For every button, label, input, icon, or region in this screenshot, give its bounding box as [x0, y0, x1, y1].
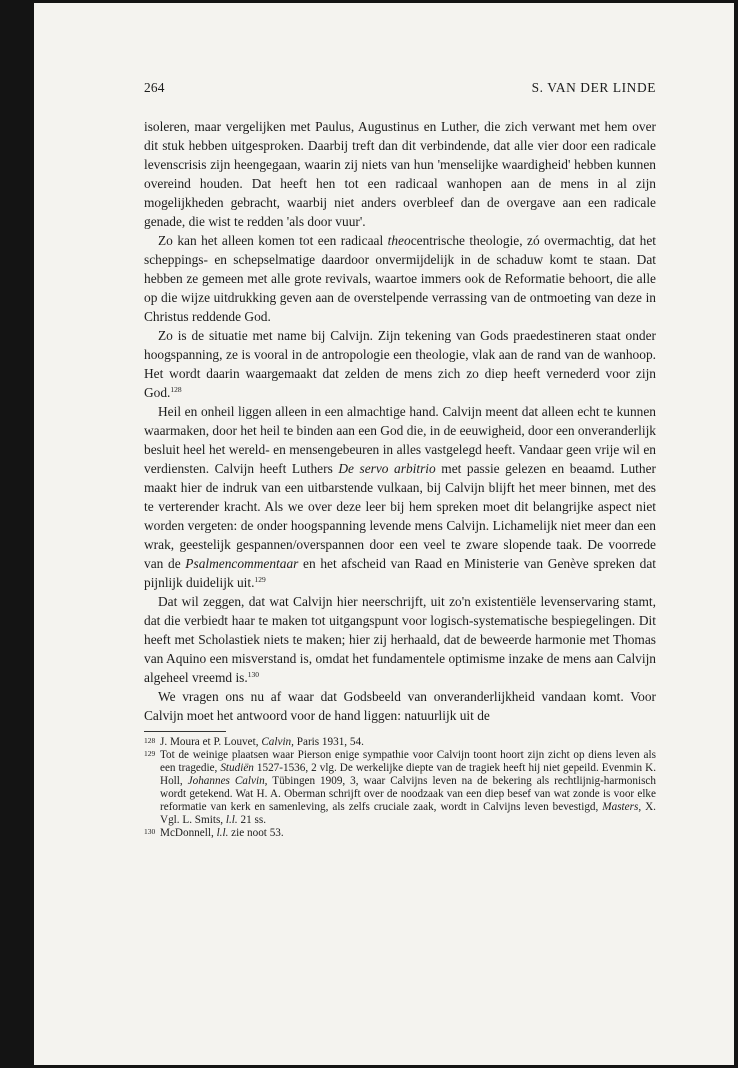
footnote-separator	[144, 731, 226, 732]
footnotes	[144, 736, 656, 840]
paragraph: We vragen ons nu af waar dat Godsbeeld van onveranderlijkheid vandaan komt. Voor Calvijn moet het antwoord voor de hand liggen: natuurlijk uit de	[144, 689, 656, 723]
footnote-text: J. Moura et P. Louvet, Calvin, Paris 1931, 54.	[160, 736, 364, 748]
footnote-marker: 129	[254, 575, 266, 584]
footnote-number: 129	[144, 749, 156, 758]
footnote-text: Tot de weinige plaatsen waar Pierson enige sympathie voor Calvijn toont hoort zijn zicht op diens leven als een tragedie, Studiën 1527-1536, 2 vlg. De werkelijke diepte van de tragiek heeft hij niet gepeild. Evenmin K. Holl, Johannes Calvin, Tübingen 1909, 3, waar Calvijns leven na de bekering als rechtlijnig-harmonisch wordt getekend. Wat H. A. Oberman schrijft over de noodzaak van een diep besef van wat zonde is voor elke reformatie van kerk en samenleving, als zelfs cruciale zaak, wordt in Calvijns leven bevestigd, Masters, X. Vgl. L. Smits, l.l. 21 ss.	[160, 749, 656, 826]
footnote	[144, 736, 656, 749]
footnote-number: 128	[144, 736, 156, 745]
running-header	[144, 78, 656, 97]
paragraph: Zo is de situatie met name bij Calvijn. Zijn tekening van Gods praedestineren staat onder hoogspanning, ze is vooral in de antropologie een theologie, vlak aan de rand van de wanhoop. Het wordt daarin waargemaakt dat zelden de mens zich zo diep heeft vernederd voor zijn God.$^{128}$	[144, 328, 656, 400]
paragraph: Dat wil zeggen, dat wat Calvijn hier neerschrijft, uit zo'n existentiële levenservaring stamt, dat die verbiedt haar te maken tot uitgangspunt voor logisch-systematische bespiegelingen. Dit heeft met Scholastiek niets te maken; hier zij herhaald, dat de beweerde harmonie met Thomas van Aquino een misverstand is, omdat het fundamentele optimisme inzake de mens aan Calvijn algeheel vreemd is.$^{130}$	[144, 594, 656, 685]
footnote	[144, 827, 656, 840]
footnote-text: McDonnell, l.l. zie noot 53.	[160, 827, 284, 839]
page-number: 264	[144, 80, 165, 95]
paragraph: Heil en onheil liggen alleen in een almachtige hand. Calvijn meent dat alleen echt te kunnen waarmaken, door het heil te binden aan een God die, in de eeuwigheid, door een onveranderlijk besluit heel het wereld- en mensengebeuren in alles vastgelegd heeft. Vandaar geen vrije wil en verdiensten. Calvijn heeft Luthers De servo arbitrio met passie gelezen en beaamd. Luther maakt hier de indruk van een uitbarstende vulkaan, bij Calvijn blijft het meer binnen, met des te verterender kracht. Als we over deze leer bij hem spreken moet dit belangrijke aspect niet worden vergeten: de onder hoogspanning levende mens Calvijn. Lichamelijk niet meer dan een wrak, geestelijk gespannen/overspannen door een veel te zware slopende taak. De voorrede van de Psalmencommentaar en het afscheid van Raad en Ministerie van Genève spreken dat pijnlijk duidelijk uit.$^{129}$	[144, 404, 657, 590]
paragraph: Zo kan het alleen komen tot een radicaal theocentrische theologie, zó overmachtig, dat het scheppings- en schepselmatige daardoor onvermijdelijk in de schaduw komt te staan. Dat hebben ze gemeen met alle grote revivals, waartoe immers ook de Reformatie behoort, die alle op die wijze uitdrukking geven aan de overstelpende verrassing van de ontmoeting van deze in Christus reddende God.	[144, 233, 656, 324]
footnote	[144, 749, 656, 827]
footnote-number: 130	[144, 827, 156, 836]
footnote-marker: 128	[170, 385, 182, 394]
paragraph: isoleren, maar vergelijken met Paulus, Augustinus en Luther, die zich verwant met hem over dit stuk hebben uitgesproken. Daarbij treft dan dit verbindende, dat alle vier door een radicale levenscrisis zijn heengegaan, waarin zij niets van hun 'menselijke waardigheid' hebben kunnen overeind houden. Dat heeft hen tot een radicaal wanhopen aan de mens in al zijn mogelijkheden gebracht, waarbij niet anders overbleef dan de overgave aan een radicale genade, die wist te redden 'als door vuur'.	[144, 119, 656, 229]
footnote-marker: 130	[247, 670, 259, 679]
page-content	[144, 78, 656, 840]
running-title: S. VAN DER LINDE	[531, 80, 656, 95]
body-text	[144, 117, 656, 725]
